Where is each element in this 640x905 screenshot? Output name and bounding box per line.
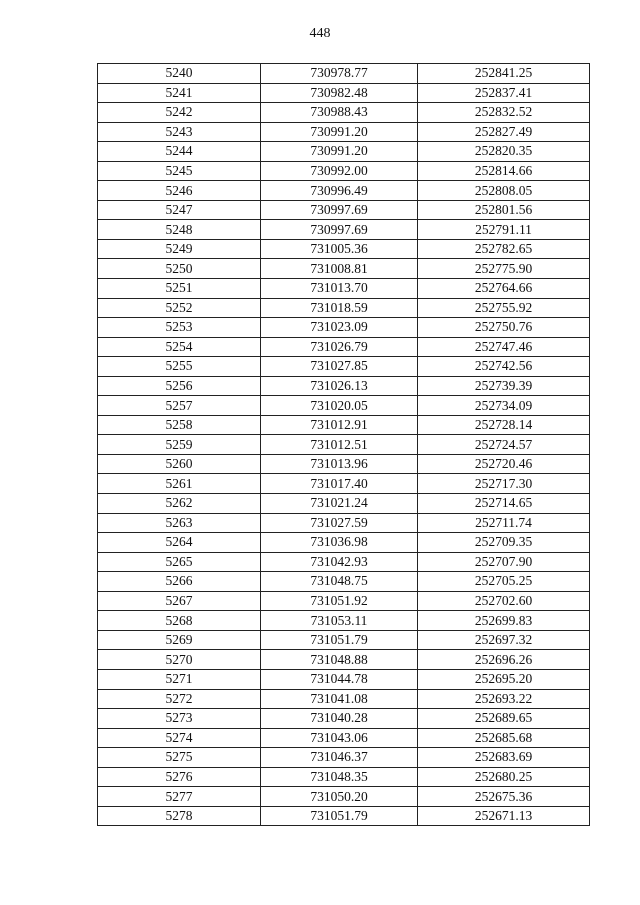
y-coordinate-cell: 252791.11 <box>418 220 590 240</box>
y-coordinate-cell: 252724.57 <box>418 435 590 455</box>
table-row <box>98 591 590 611</box>
table-row <box>98 494 590 514</box>
x-coordinate-cell: 731048.88 <box>261 650 418 670</box>
y-coordinate-cell: 252747.46 <box>418 337 590 357</box>
x-coordinate-cell: 731012.91 <box>261 415 418 435</box>
table-row <box>98 533 590 553</box>
y-coordinate-cell: 252705.25 <box>418 572 590 592</box>
table-row <box>98 630 590 650</box>
table-row <box>98 259 590 279</box>
y-coordinate-cell: 252742.56 <box>418 357 590 377</box>
y-coordinate-cell: 252702.60 <box>418 591 590 611</box>
point-number-cell: 5243 <box>98 122 261 142</box>
x-coordinate-cell: 731044.78 <box>261 669 418 689</box>
x-coordinate-cell: 730991.20 <box>261 142 418 162</box>
point-number-cell: 5274 <box>98 728 261 748</box>
point-number-cell: 5248 <box>98 220 261 240</box>
x-coordinate-cell: 731005.36 <box>261 239 418 259</box>
y-coordinate-cell: 252775.90 <box>418 259 590 279</box>
table-row <box>98 572 590 592</box>
point-number-cell: 5251 <box>98 279 261 299</box>
x-coordinate-cell: 731027.59 <box>261 513 418 533</box>
x-coordinate-cell: 731051.79 <box>261 806 418 826</box>
y-coordinate-cell: 252689.65 <box>418 709 590 729</box>
point-number-cell: 5240 <box>98 64 261 84</box>
y-coordinate-cell: 252764.66 <box>418 279 590 299</box>
y-coordinate-cell: 252675.36 <box>418 787 590 807</box>
y-coordinate-cell: 252711.74 <box>418 513 590 533</box>
point-number-cell: 5278 <box>98 806 261 826</box>
table-row <box>98 474 590 494</box>
table-row <box>98 806 590 826</box>
y-coordinate-cell: 252720.46 <box>418 454 590 474</box>
y-coordinate-cell: 252837.41 <box>418 83 590 103</box>
table-row <box>98 318 590 338</box>
x-coordinate-cell: 731018.59 <box>261 298 418 318</box>
table-row <box>98 239 590 259</box>
x-coordinate-cell: 730982.48 <box>261 83 418 103</box>
x-coordinate-cell: 731043.06 <box>261 728 418 748</box>
point-number-cell: 5262 <box>98 494 261 514</box>
table-row <box>98 357 590 377</box>
y-coordinate-cell: 252693.22 <box>418 689 590 709</box>
y-coordinate-cell: 252801.56 <box>418 200 590 220</box>
x-coordinate-cell: 731042.93 <box>261 552 418 572</box>
table-row <box>98 279 590 299</box>
point-number-cell: 5253 <box>98 318 261 338</box>
table-row <box>98 435 590 455</box>
table-row <box>98 669 590 689</box>
x-coordinate-cell: 731048.75 <box>261 572 418 592</box>
point-number-cell: 5277 <box>98 787 261 807</box>
point-number-cell: 5263 <box>98 513 261 533</box>
x-coordinate-cell: 731053.11 <box>261 611 418 631</box>
table-row <box>98 220 590 240</box>
y-coordinate-cell: 252728.14 <box>418 415 590 435</box>
table-row <box>98 103 590 123</box>
x-coordinate-cell: 730997.69 <box>261 220 418 240</box>
x-coordinate-cell: 731048.35 <box>261 767 418 787</box>
table-row <box>98 298 590 318</box>
y-coordinate-cell: 252683.69 <box>418 748 590 768</box>
table-row <box>98 337 590 357</box>
point-number-cell: 5265 <box>98 552 261 572</box>
x-coordinate-cell: 731041.08 <box>261 689 418 709</box>
x-coordinate-cell: 731027.85 <box>261 357 418 377</box>
point-number-cell: 5252 <box>98 298 261 318</box>
y-coordinate-cell: 252739.39 <box>418 376 590 396</box>
table-row <box>98 728 590 748</box>
y-coordinate-cell: 252734.09 <box>418 396 590 416</box>
y-coordinate-cell: 252685.68 <box>418 728 590 748</box>
point-number-cell: 5246 <box>98 181 261 201</box>
y-coordinate-cell: 252750.76 <box>418 318 590 338</box>
y-coordinate-cell: 252699.83 <box>418 611 590 631</box>
point-number-cell: 5257 <box>98 396 261 416</box>
point-number-cell: 5271 <box>98 669 261 689</box>
y-coordinate-cell: 252832.52 <box>418 103 590 123</box>
x-coordinate-cell: 731026.79 <box>261 337 418 357</box>
y-coordinate-cell: 252755.92 <box>418 298 590 318</box>
y-coordinate-cell: 252696.26 <box>418 650 590 670</box>
table-row <box>98 64 590 84</box>
point-number-cell: 5276 <box>98 767 261 787</box>
x-coordinate-cell: 730988.43 <box>261 103 418 123</box>
x-coordinate-cell: 731008.81 <box>261 259 418 279</box>
table-row <box>98 709 590 729</box>
y-coordinate-cell: 252827.49 <box>418 122 590 142</box>
x-coordinate-cell: 731040.28 <box>261 709 418 729</box>
point-number-cell: 5254 <box>98 337 261 357</box>
x-coordinate-cell: 731020.05 <box>261 396 418 416</box>
x-coordinate-cell: 731017.40 <box>261 474 418 494</box>
x-coordinate-cell: 731036.98 <box>261 533 418 553</box>
y-coordinate-cell: 252820.35 <box>418 142 590 162</box>
point-number-cell: 5267 <box>98 591 261 611</box>
table-row <box>98 513 590 533</box>
point-number-cell: 5255 <box>98 357 261 377</box>
table-row <box>98 200 590 220</box>
table-row <box>98 376 590 396</box>
page-number: 448 <box>309 26 331 41</box>
x-coordinate-cell: 731051.92 <box>261 591 418 611</box>
point-number-cell: 5250 <box>98 259 261 279</box>
table-row <box>98 767 590 787</box>
y-coordinate-cell: 252814.66 <box>418 161 590 181</box>
y-coordinate-cell: 252707.90 <box>418 552 590 572</box>
y-coordinate-cell: 252782.65 <box>418 239 590 259</box>
table-row <box>98 454 590 474</box>
point-number-cell: 5260 <box>98 454 261 474</box>
y-coordinate-cell: 252841.25 <box>418 64 590 84</box>
coordinates-table <box>97 63 590 826</box>
x-coordinate-cell: 731013.96 <box>261 454 418 474</box>
table-row <box>98 83 590 103</box>
table-row <box>98 396 590 416</box>
x-coordinate-cell: 731026.13 <box>261 376 418 396</box>
x-coordinate-cell: 730978.77 <box>261 64 418 84</box>
table-row <box>98 122 590 142</box>
point-number-cell: 5259 <box>98 435 261 455</box>
point-number-cell: 5249 <box>98 239 261 259</box>
table-row <box>98 181 590 201</box>
x-coordinate-cell: 730991.20 <box>261 122 418 142</box>
point-number-cell: 5272 <box>98 689 261 709</box>
x-coordinate-cell: 730992.00 <box>261 161 418 181</box>
point-number-cell: 5266 <box>98 572 261 592</box>
point-number-cell: 5258 <box>98 415 261 435</box>
table-row <box>98 650 590 670</box>
x-coordinate-cell: 731013.70 <box>261 279 418 299</box>
x-coordinate-cell: 731021.24 <box>261 494 418 514</box>
table-row <box>98 689 590 709</box>
x-coordinate-cell: 730996.49 <box>261 181 418 201</box>
x-coordinate-cell: 731012.51 <box>261 435 418 455</box>
point-number-cell: 5261 <box>98 474 261 494</box>
point-number-cell: 5241 <box>98 83 261 103</box>
x-coordinate-cell: 731046.37 <box>261 748 418 768</box>
y-coordinate-cell: 252709.35 <box>418 533 590 553</box>
x-coordinate-cell: 730997.69 <box>261 200 418 220</box>
y-coordinate-cell: 252717.30 <box>418 474 590 494</box>
y-coordinate-cell: 252714.65 <box>418 494 590 514</box>
point-number-cell: 5244 <box>98 142 261 162</box>
y-coordinate-cell: 252697.32 <box>418 630 590 650</box>
table-row <box>98 161 590 181</box>
table-row <box>98 142 590 162</box>
y-coordinate-cell: 252671.13 <box>418 806 590 826</box>
y-coordinate-cell: 252808.05 <box>418 181 590 201</box>
coordinates-table-body <box>98 64 590 826</box>
point-number-cell: 5247 <box>98 200 261 220</box>
point-number-cell: 5256 <box>98 376 261 396</box>
point-number-cell: 5242 <box>98 103 261 123</box>
point-number-cell: 5270 <box>98 650 261 670</box>
point-number-cell: 5275 <box>98 748 261 768</box>
point-number-cell: 5269 <box>98 630 261 650</box>
table-row <box>98 552 590 572</box>
x-coordinate-cell: 731023.09 <box>261 318 418 338</box>
table-row <box>98 415 590 435</box>
point-number-cell: 5264 <box>98 533 261 553</box>
point-number-cell: 5245 <box>98 161 261 181</box>
point-number-cell: 5273 <box>98 709 261 729</box>
table-row <box>98 748 590 768</box>
y-coordinate-cell: 252680.25 <box>418 767 590 787</box>
x-coordinate-cell: 731051.79 <box>261 630 418 650</box>
x-coordinate-cell: 731050.20 <box>261 787 418 807</box>
table-row <box>98 787 590 807</box>
point-number-cell: 5268 <box>98 611 261 631</box>
table-row <box>98 611 590 631</box>
y-coordinate-cell: 252695.20 <box>418 669 590 689</box>
